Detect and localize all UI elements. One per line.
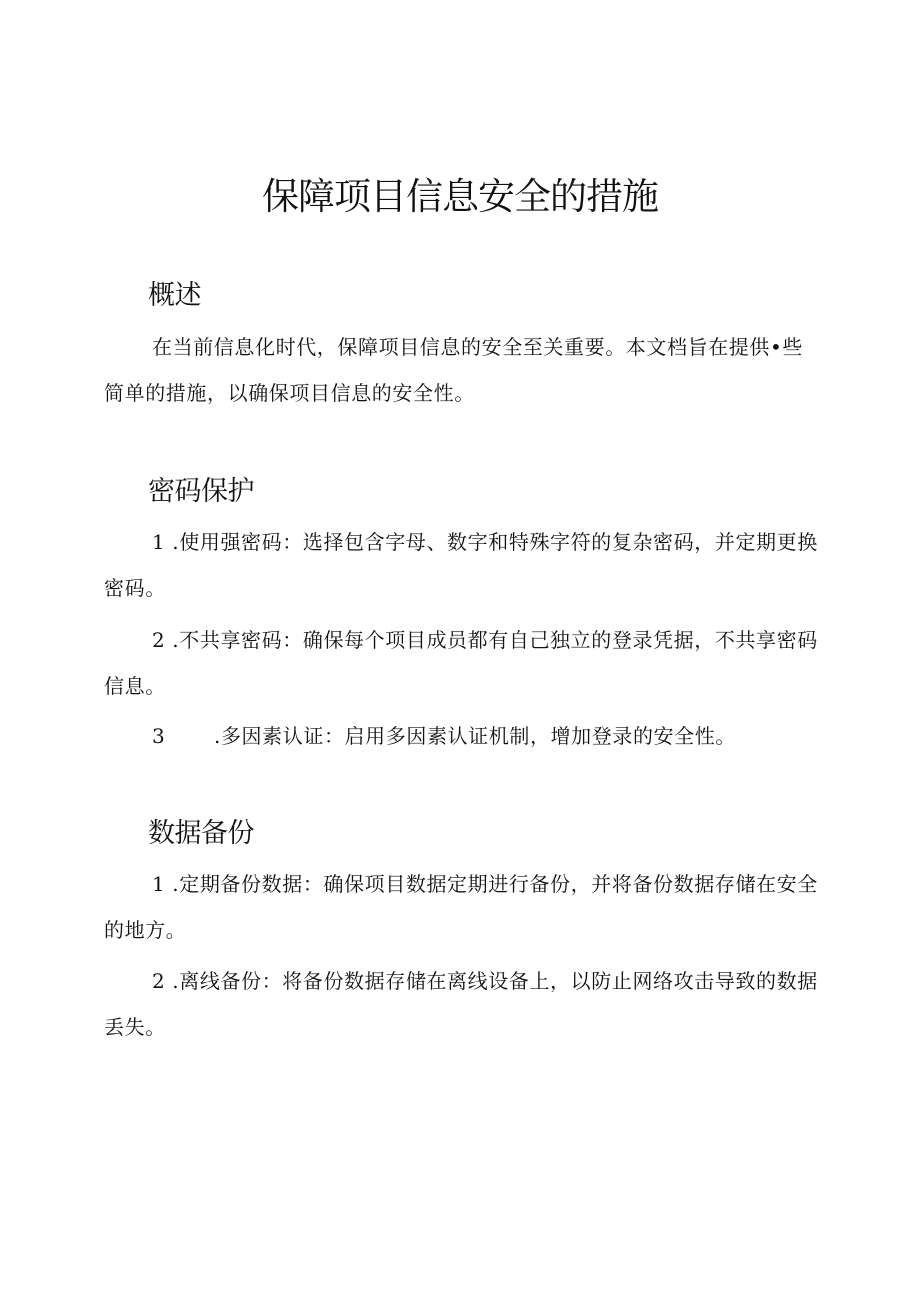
section-heading-password-protection: 密码保护 — [148, 476, 254, 507]
document-title: 保障项目信息安全的措施 — [262, 175, 658, 218]
item-number: 3 — [152, 724, 166, 748]
item-number: 2 — [152, 969, 166, 993]
item-text: .不共享密码：确保每个项目成员都有自己独立的登录凭据，不共享密码信息。 — [104, 628, 818, 698]
item-number: 1 — [152, 872, 166, 896]
section-heading-data-backup: 数据备份 — [148, 818, 254, 849]
password-item-3 — [104, 713, 820, 759]
item-text: .多因素认证：启用多因素认证机制，增加登录的安全性。 — [214, 724, 736, 748]
section-heading-overview: 概述 — [148, 280, 201, 311]
item-text: .离线备份：将备份数据存储在离线设备上，以防止网络攻击导致的数据丢失。 — [104, 969, 818, 1039]
backup-item-2 — [104, 958, 820, 1050]
password-item-1 — [104, 519, 820, 611]
item-number: 2 — [152, 628, 166, 652]
item-number: 1 — [152, 530, 166, 554]
backup-item-1 — [104, 861, 820, 953]
paragraph-text: 在当前信息化时代，保障项目信息的安全至关重要。本文档旨在提供•些简单的措施，以确保项目信息的安全性。 — [104, 335, 803, 405]
item-text: .使用强密码：选择包含字母、数字和特殊字符的复杂密码，并定期更换密码。 — [104, 530, 818, 600]
password-item-2 — [104, 617, 820, 709]
overview-paragraph — [104, 324, 820, 416]
item-text: .定期备份数据：确保项目数据定期进行备份，并将备份数据存储在安全的地方。 — [104, 872, 818, 942]
